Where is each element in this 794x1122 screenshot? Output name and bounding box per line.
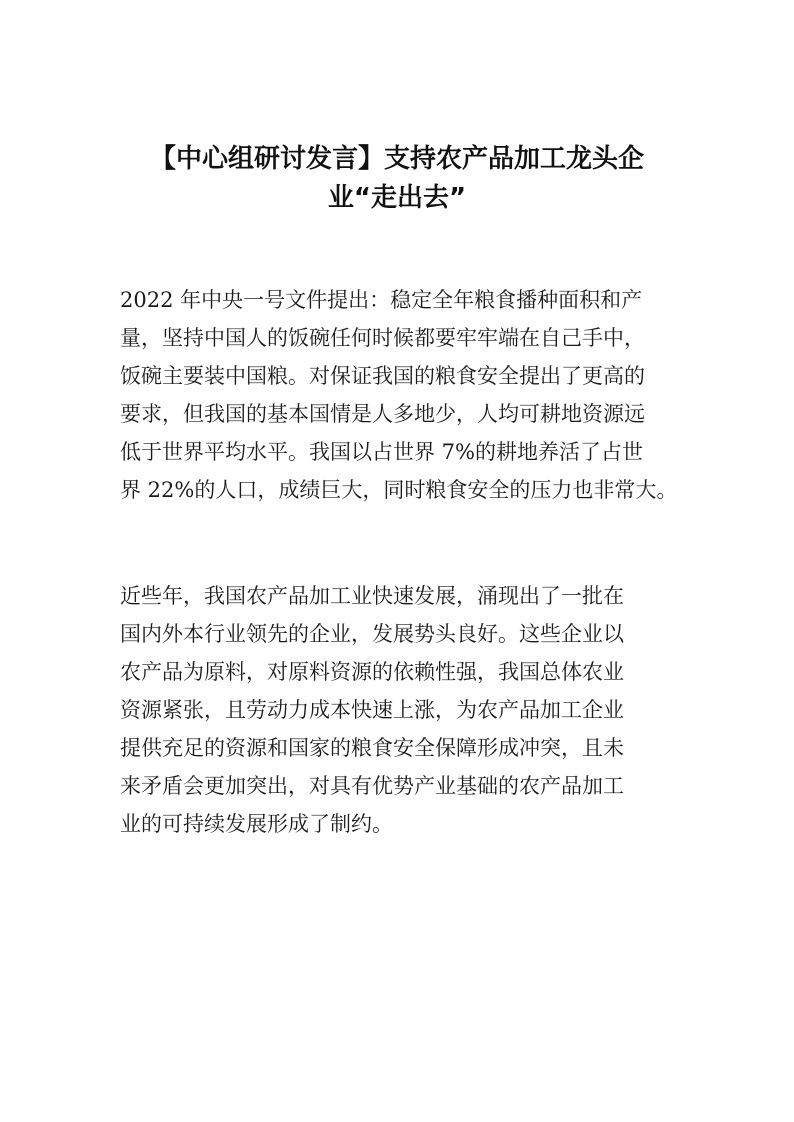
paragraph-line: 2022 年中央一号文件提出：稳定全年粮食播种面积和产	[120, 288, 643, 312]
paragraph-line: 提供充足的资源和国家的粮食安全保障形成冲突，且未	[120, 736, 624, 760]
paragraph-line: 近些年，我国农产品加工业快速发展，涌现出了一批在	[120, 584, 624, 608]
paragraph-line: 业的可持续发展形成了制约。	[120, 812, 393, 836]
paragraph-1	[120, 281, 720, 509]
paragraph-line: 来矛盾会更加突出，对具有优势产业基础的农产品加工	[120, 774, 624, 798]
paragraph-line: 国内外本行业领先的企业，发展势头良好。这些企业以	[120, 622, 624, 646]
document-title-line-2: 业“走出去”	[327, 183, 467, 213]
paragraph-2	[120, 577, 720, 843]
paragraph-line: 低于世界平均水平。我国以占世界 7%的耕地养活了占世	[120, 440, 643, 464]
paragraph-line: 饭碗主要装中国粮。对保证我国的粮食安全提出了更高的	[120, 364, 645, 388]
paragraph-line: 量，坚持中国人的饭碗任何时候都要牢牢端在自己手中，	[120, 326, 645, 350]
paragraph-line: 要求，但我国的基本国情是人多地少，人均可耕地资源远	[120, 402, 645, 426]
paragraph-line: 界 22%的人口，成绩巨大，同时粮食安全的压力也非常大。	[120, 478, 678, 502]
paragraph-line: 农产品为原料，对原料资源的依赖性强，我国总体农业	[120, 660, 624, 684]
paragraph-line: 资源紧张，且劳动力成本快速上涨，为农产品加工企业	[120, 698, 624, 722]
document-title-line-1: 【中心组研讨发言】支持农产品加工龙头企	[149, 144, 644, 174]
